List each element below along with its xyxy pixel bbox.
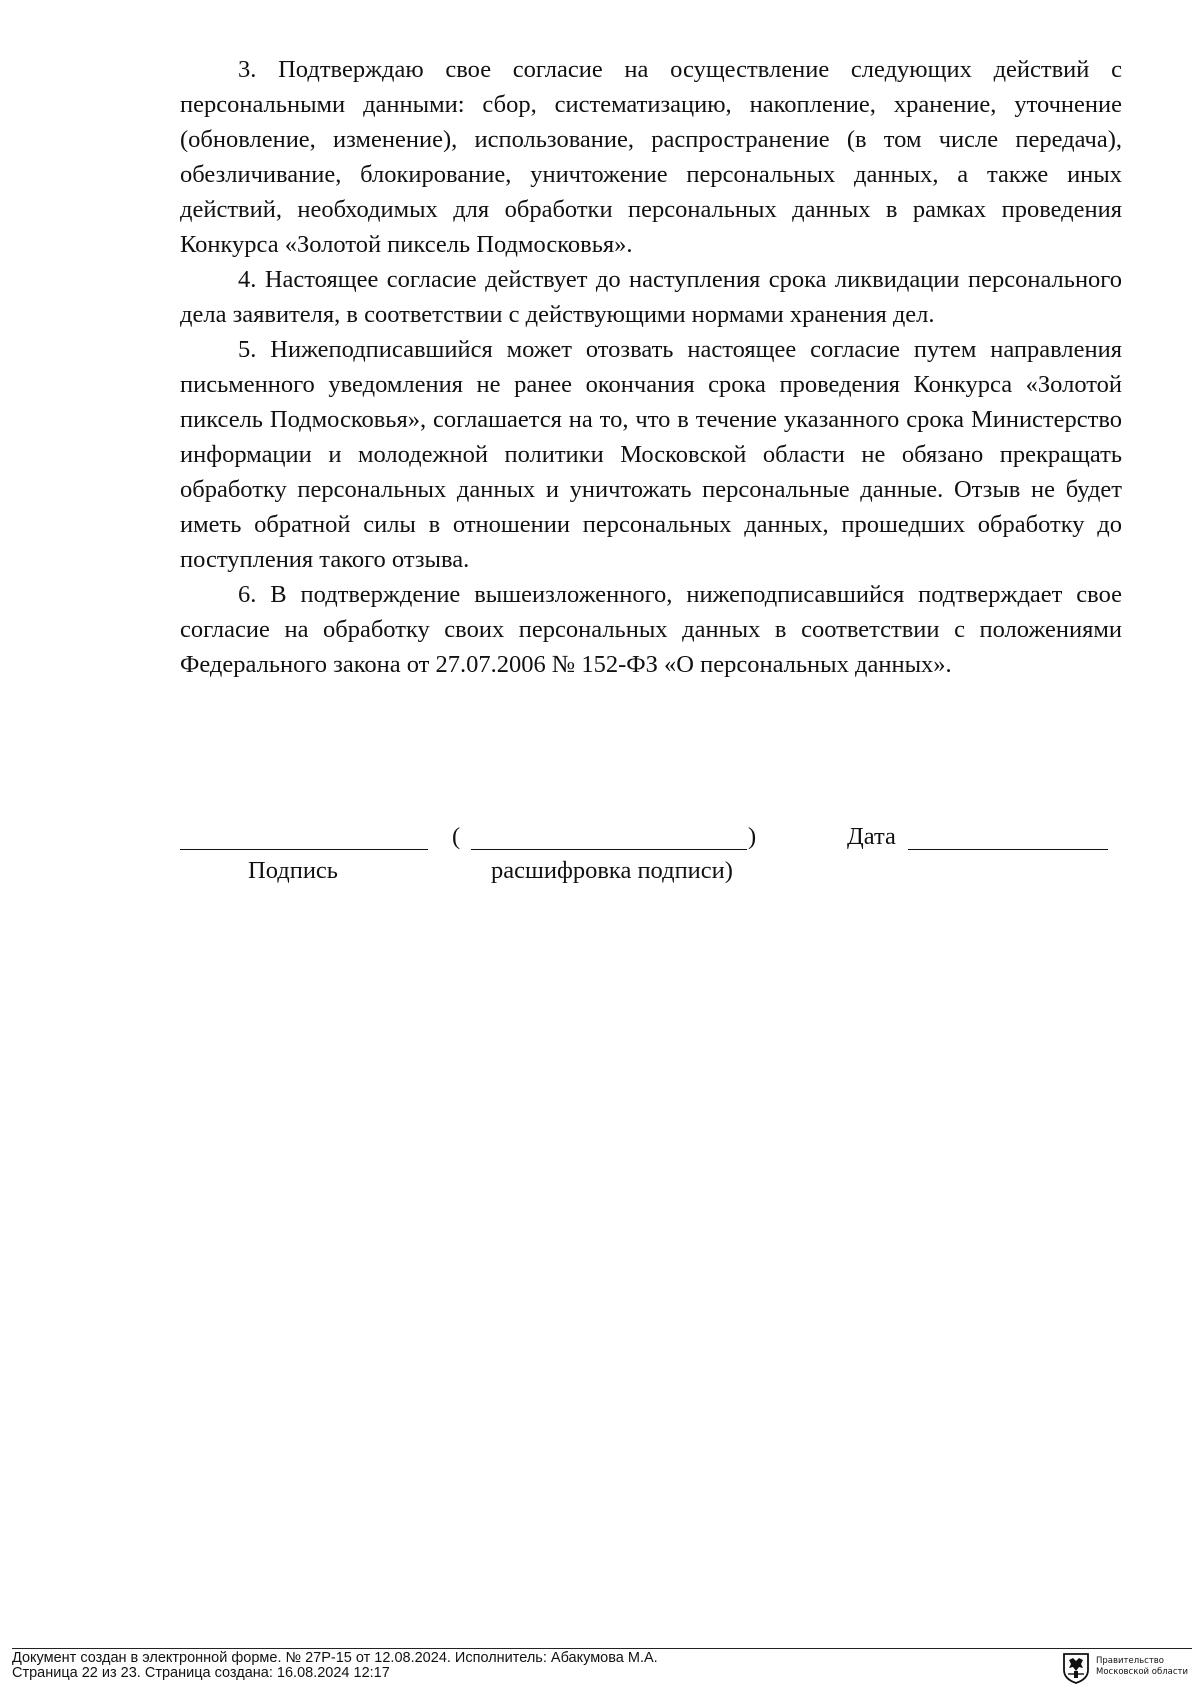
close-paren: ) <box>748 823 757 850</box>
footer-text <box>12 1651 658 1681</box>
coat-of-arms-icon <box>1062 1652 1090 1684</box>
paragraph-5: 5. Нижеподписавшийся может отозвать настоящее согласие путем направления письменного уведомления не ранее окончания срока проведения Конкурса «Золотой пиксель Подмосковья», соглашается на то, что в течение указанного срока Министерство информации и молодежной политики Московской области не обязано прекращать обработку персональных данных и уничтожать персональные данные. Отзыв не будет иметь обратной силы в отношении персональных данных, прошедших обработку до поступления такого отзыва. <box>180 336 1122 573</box>
open-paren: ( <box>452 823 461 850</box>
footer-divider <box>12 1648 1192 1649</box>
government-logo <box>1062 1652 1190 1686</box>
footer-line-2: Страница 22 из 23. Страница создана: 16.08.2024 12:17 <box>12 1665 390 1681</box>
signature-line <box>180 849 428 850</box>
document-body <box>180 52 1122 682</box>
footer-line-1: Документ создан в электронной форме. № 27Р-15 от 12.08.2024. Исполнитель: Абакумова М.А. <box>12 1650 658 1666</box>
signature-caption: Подпись <box>248 857 338 884</box>
signature-decoding-caption: расшифровка подписи) <box>491 857 733 884</box>
paragraph-6: 6. В подтверждение вышеизложенного, нижеподписавшийся подтверждает свое согласие на обработку своих персональных данных в соответствии с положениями Федерального закона от 27.07.2006 № 152-ФЗ «О персональных данных». <box>180 581 1122 678</box>
signature-block <box>180 818 1122 898</box>
org-name: Правительство Московской области <box>1096 1656 1189 1677</box>
paragraph-3: 3. Подтверждаю свое согласие на осуществление следующих действий с персональными данными: сбор, систематизацию, накопление, хранение, уточнение (обновление, изменение), использование, распространение (в том числе передача), обезличивание, блокирование, уничтожение персональных данных, а также иных действий, необходимых для обработки персональных данных в рамках проведения Конкурса «Золотой пиксель Подмосковья». <box>180 56 1122 258</box>
paragraph-4: 4. Настоящее согласие действует до наступления срока ликвидации персонального дела заявителя, в соответствии с действующими нормами хранения дел. <box>180 266 1122 328</box>
signature-decoding-line <box>471 849 747 850</box>
date-label: Дата <box>847 823 896 850</box>
date-line <box>908 849 1108 850</box>
